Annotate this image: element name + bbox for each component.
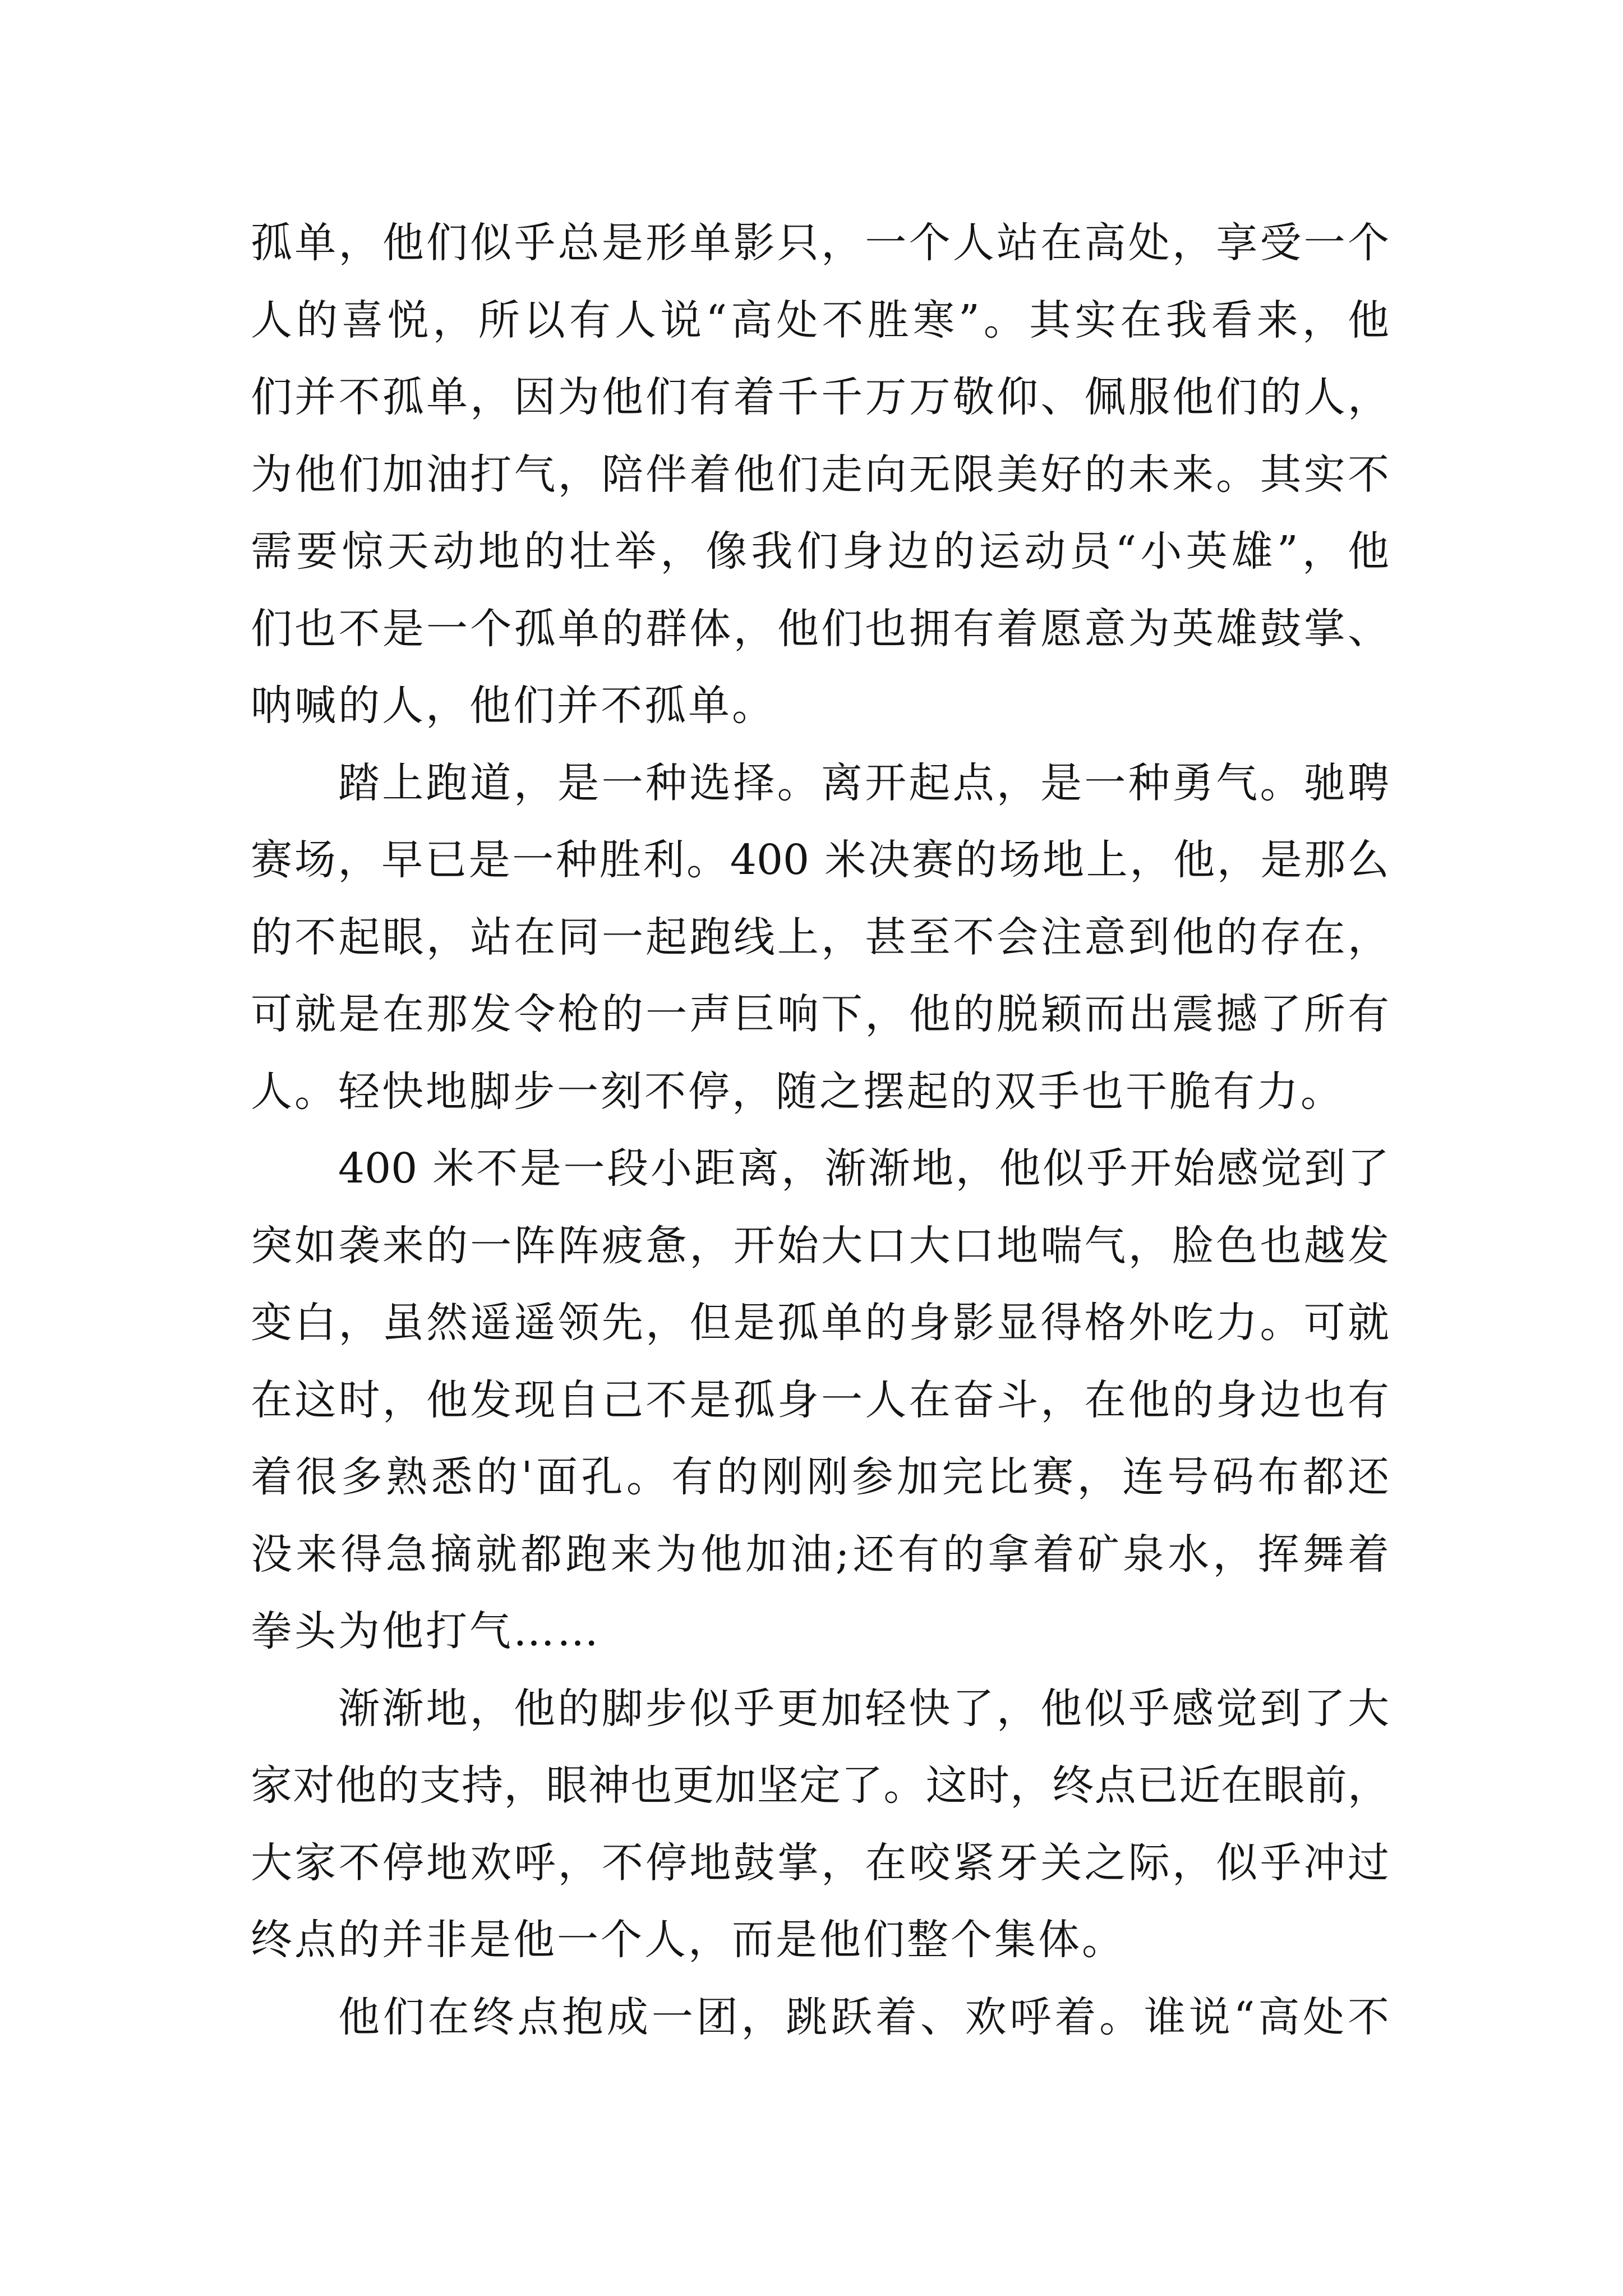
text-line: 人的喜悦，所以有人说“高处不胜寒”。其实在我看来，他	[251, 296, 1389, 344]
text-line: 踏上跑道，是一种选择。离开起点，是一种勇气。驰聘	[338, 758, 1389, 807]
text-line: 拳头为他打气……	[251, 1607, 601, 1655]
text-line: 的不起眼，站在同一起跑线上，甚至不会注意到他的存在，	[251, 913, 1389, 961]
text-line: 渐渐地，他的脚步似乎更加轻快了，他似乎感觉到了大	[338, 1684, 1389, 1733]
text-line: 赛场，早已是一种胜利。400 米决赛的场地上，他，是那么	[251, 836, 1389, 884]
text-line: 为他们加油打气，陪伴着他们走向无限美好的未来。其实不	[251, 450, 1389, 499]
paragraph	[251, 745, 1389, 1131]
paragraph	[251, 205, 1389, 745]
text-line: 可就是在那发令枪的一声巨响下，他的脱颖而出震撼了所有	[251, 990, 1389, 1038]
text-line: 在这时，他发现自己不是孤身一人在奋斗，在他的身边也有	[251, 1375, 1389, 1424]
text-line: 着很多熟悉的'面孔。有的刚刚参加完比赛，连号码布都还	[251, 1453, 1389, 1501]
text-line: 变白，虽然遥遥领先，但是孤单的身影显得格外吃力。可就	[251, 1299, 1389, 1347]
text-line: 400 米不是一段小距离，渐渐地，他似乎开始感觉到了	[338, 1144, 1389, 1193]
paragraph	[251, 1671, 1389, 1979]
text-line: 呐喊的人，他们并不孤单。	[251, 682, 776, 730]
text-line: 没来得急摘就都跑来为他加油;还有的拿着矿泉水，挥舞着	[251, 1530, 1389, 1579]
text-line: 终点的并非是他一个人，而是他们整个集体。	[251, 1916, 1126, 1964]
text-line: 人。轻快地脚步一刻不停，随之摆起的双手也干脆有力。	[251, 1067, 1344, 1116]
paragraph	[251, 1979, 1389, 2056]
text-line: 需要惊天动地的壮举，像我们身边的运动员“小英雄”，他	[251, 527, 1389, 576]
text-line: 们也不是一个孤单的群体，他们也拥有着愿意为英雄鼓掌、	[251, 604, 1389, 653]
paragraph	[251, 1130, 1389, 1671]
text-line: 他们在终点抱成一团，跳跃着、欢呼着。谁说“高处不	[338, 1993, 1389, 2041]
body-text	[251, 205, 1389, 2056]
text-line: 孤单，他们似乎总是形单影只，一个人站在高处，享受一个	[251, 219, 1389, 267]
text-line: 大家不停地欢呼，不停地鼓掌，在咬紧牙关之际，似乎冲过	[251, 1838, 1389, 1887]
text-line: 突如袭来的一阵阵疲惫，开始大口大口地喘气，脸色也越发	[251, 1221, 1389, 1270]
text-line: 们并不孤单，因为他们有着千千万万敬仰、佩服他们的人，	[251, 373, 1389, 421]
text-line: 家对他的支持，眼神也更加坚定了。这时，终点已近在眼前，	[251, 1761, 1389, 1810]
